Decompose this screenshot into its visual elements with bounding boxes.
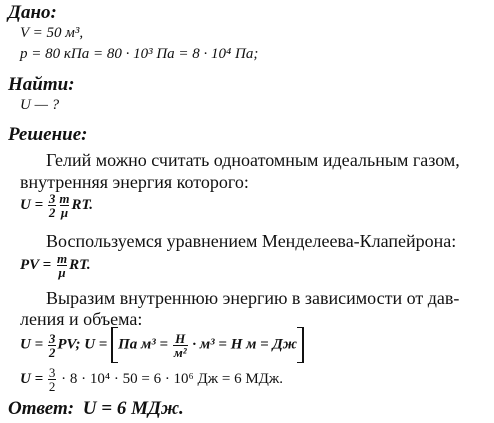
formula-lhs: U = bbox=[20, 336, 47, 353]
solution-text-2: Воспользуемся уравнением Менделеева-Клапейрона: bbox=[46, 231, 457, 251]
fraction-numerator: Н bbox=[175, 330, 186, 346]
formula-numeric bbox=[20, 366, 283, 393]
fraction-numerator: 3 bbox=[48, 330, 56, 346]
formula-rest: RT. bbox=[71, 196, 94, 213]
formula-energy-pv bbox=[20, 327, 304, 363]
given-pressure: p = 80 кПа = 80 · 10³ Па = 8 · 10⁴ Па; bbox=[20, 46, 259, 62]
solution-heading: Решение: bbox=[8, 124, 88, 145]
unit-text-b: · м³ = Н м = Дж bbox=[188, 336, 297, 353]
fraction-numerator: m bbox=[59, 191, 70, 206]
answer-line bbox=[8, 398, 184, 420]
solution-text-1b: внутренняя энергия которого: bbox=[20, 172, 249, 192]
fraction-denominator: μ bbox=[60, 205, 69, 220]
formula-rest: · 8 · 10⁴ · 50 = 6 · 10⁶ Дж = 6 МДж. bbox=[57, 370, 284, 387]
answer-label: Ответ: bbox=[8, 398, 75, 419]
fraction-denominator: 2 bbox=[48, 344, 56, 360]
fraction-denominator: 2 bbox=[48, 205, 56, 220]
fraction-n-m2 bbox=[173, 332, 188, 359]
fraction-3-2 bbox=[48, 192, 57, 219]
fraction-denominator: μ bbox=[58, 265, 66, 280]
answer-value: U = 6 МДж. bbox=[82, 398, 184, 419]
fraction-3-2 bbox=[48, 366, 57, 393]
unit-text-a: Па м³ = bbox=[118, 336, 172, 353]
fraction-denominator: 2 bbox=[48, 379, 56, 394]
given-heading: Дано: bbox=[8, 2, 57, 23]
fraction-3-2 bbox=[48, 332, 57, 359]
solution-text-3a: Выразим внутреннюю энергию в зависимости от дав- bbox=[46, 288, 460, 308]
formula-lhs: U = bbox=[20, 370, 47, 387]
given-volume: V = 50 м³, bbox=[20, 25, 84, 41]
fraction-denominator: м² bbox=[173, 344, 187, 360]
formula-lhs: PV = bbox=[20, 256, 55, 273]
formula-mid: PV; U = bbox=[57, 336, 112, 353]
solution-text-3b: ления и объема: bbox=[20, 309, 143, 329]
bracket-right bbox=[297, 327, 304, 363]
fraction-numerator: 3 bbox=[48, 191, 56, 206]
find-heading: Найти: bbox=[8, 74, 75, 95]
fraction-m-mu bbox=[58, 192, 70, 219]
fraction-numerator: m bbox=[56, 251, 68, 266]
formula-internal-energy bbox=[20, 192, 93, 219]
formula-lhs: U = bbox=[20, 196, 47, 213]
find-target: U — ? bbox=[20, 97, 60, 113]
formula-clapeyron bbox=[20, 252, 91, 279]
formula-rest: RT. bbox=[69, 256, 91, 273]
fraction-numerator: 3 bbox=[48, 365, 56, 380]
fraction-m-mu bbox=[56, 252, 68, 279]
solution-text-1a: Гелий можно считать одноатомным идеальным газом, bbox=[46, 150, 460, 170]
